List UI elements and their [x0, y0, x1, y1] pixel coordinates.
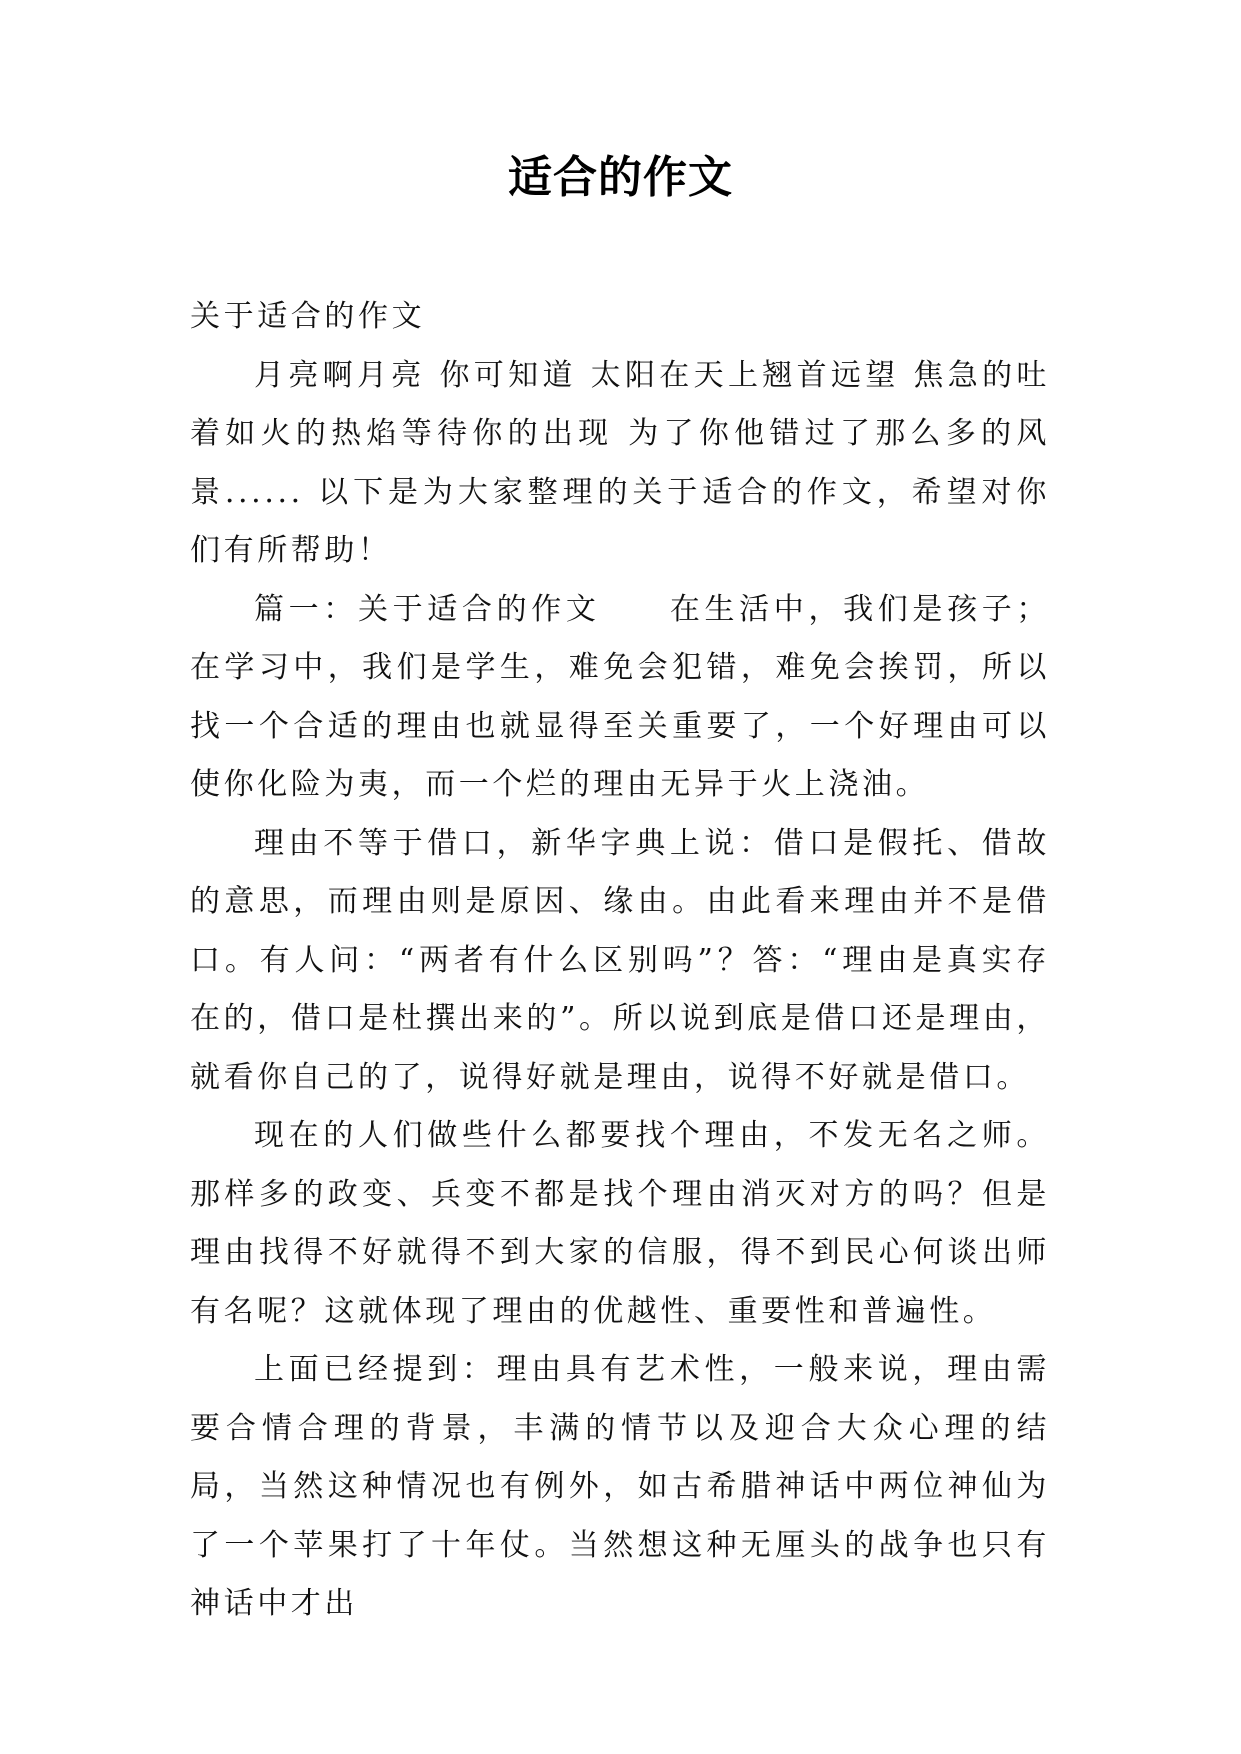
paragraph-subtitle: 关于适合的作文 — [190, 299, 426, 334]
paragraph-reason-vs-excuse: 理由不等于借口，新华字典上说：借口是假托、借故的意思，而理由则是原因、缘由。由此看来理由并不是借口。有人问：“两者有什么区别吗”？答：“理由是真实存在的，借口是杜撰出来的”。所以说到底是借口还是理由，就看你自己的了，说得好就是理由，说得不好就是借口。 — [190, 825, 1050, 1095]
paragraph-reason-importance: 现在的人们做些什么都要找个理由，不发无名之师。那样多的政变、兵变不都是找个理由消灭对方的吗？但是理由找得不好就得不到大家的信服，得不到民心何谈出师有名呢？这就体现了理由的优越性、重要性和普遍性。 — [190, 1118, 1050, 1329]
paragraph-intro: 月亮啊月亮 你可知道 太阳在天上翘首远望 焦急的吐着如火的热焰等待你的出现 为了你他错过了那么多的风景...... 以下是为大家整理的关于适合的作文，希望对你们有所帮助！ — [190, 357, 1050, 568]
document-body — [190, 288, 1050, 1634]
document-title: 适合的作文 — [508, 152, 733, 203]
paragraph-reason-art: 上面已经提到：理由具有艺术性，一般来说，理由需要合情合理的背景，丰满的情节以及迎合大众心理的结局，当然这种情况也有例外，如古希腊神话中两位神仙为了一个苹果打了十年仗。当然想这种无厘头的战争也只有神话中才出 — [190, 1352, 1050, 1621]
paragraph-section-one: 篇一：关于适合的作文 在生活中，我们是孩子；在学习中，我们是学生，难免会犯错，难免会挨罚，所以找一个合适的理由也就显得至关重要了，一个好理由可以使你化险为夷，而一个烂的理由无异于火上浇油。 — [190, 591, 1050, 802]
